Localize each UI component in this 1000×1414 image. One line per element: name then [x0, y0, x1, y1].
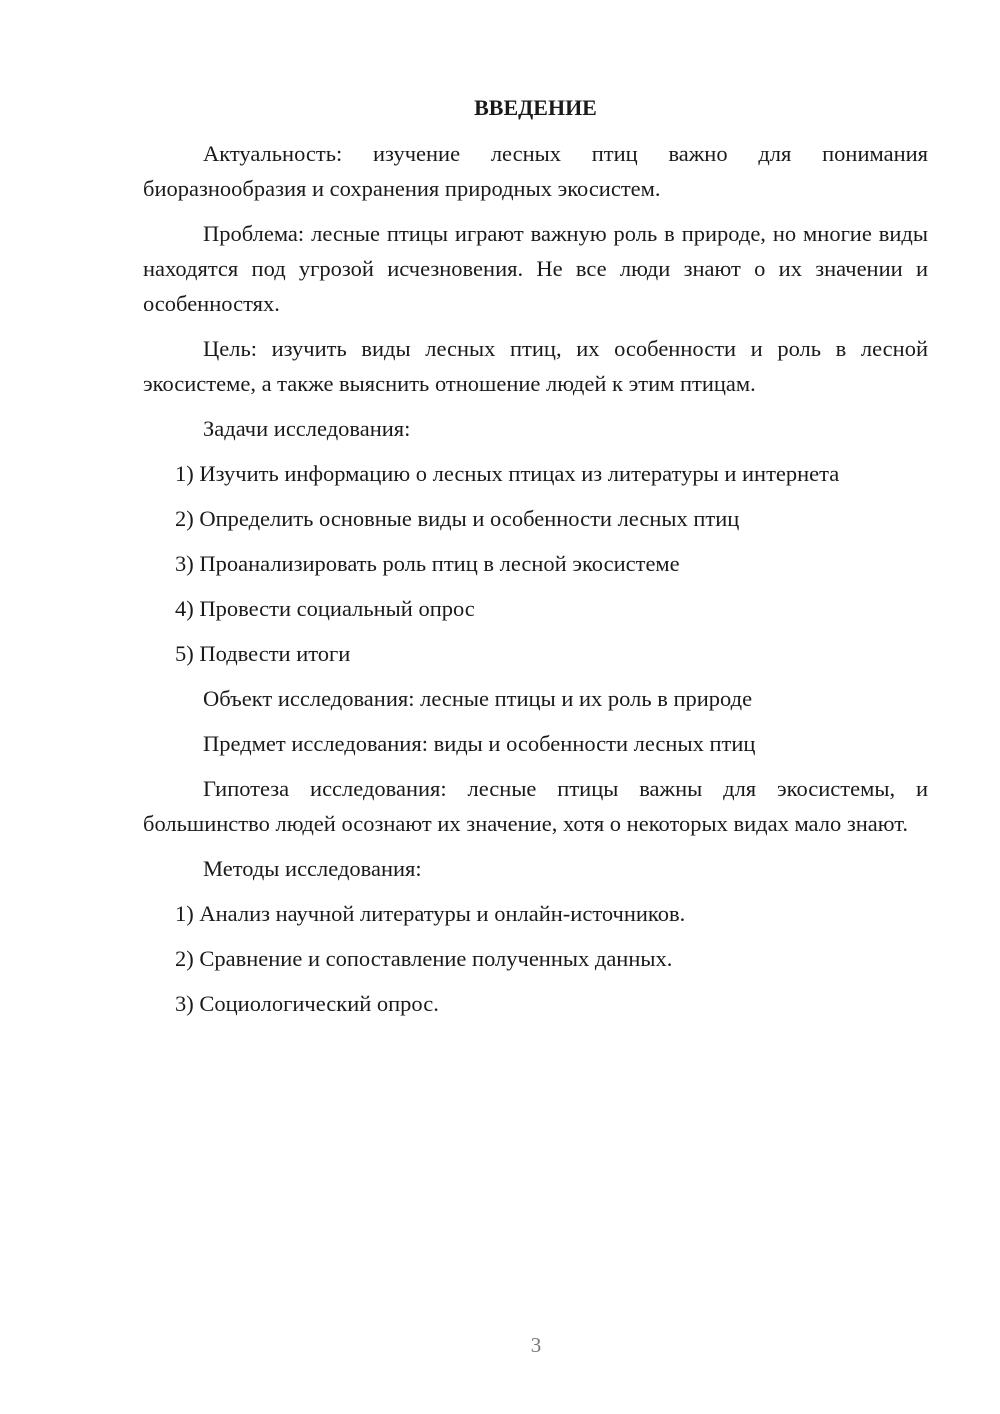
methods-list: [143, 896, 928, 1021]
task-item: 5) Подвести итоги: [175, 641, 351, 666]
task-item: 2) Определить основные виды и особенности лесных птиц: [175, 506, 740, 531]
task-item: 4) Провести социальный опрос: [175, 596, 475, 621]
problem-paragraph: Проблема: лесные птицы играют важную роль в природе, но многие виды находятся под угрозой исчезновения. Не все люди знают о их значении и особенностях.: [143, 221, 928, 316]
relevance-paragraph: Актуальность: изучение лесных птиц важно для понимания биоразнообразия и сохранения природных экосистем.: [143, 141, 928, 201]
subject-line: Предмет исследования: виды и особенности лесных птиц: [203, 731, 756, 756]
page-number: 3: [530, 1333, 542, 1357]
object-line: Объект исследования: лесные птицы и их роль в природе: [203, 686, 753, 711]
hypothesis-paragraph: Гипотеза исследования: лесные птицы важны для экосистемы, и большинство людей осознают их значение, хотя о некоторых видах мало знают.: [143, 776, 928, 836]
method-item: 2) Сравнение и сопоставление полученных данных.: [175, 946, 673, 971]
method-item: 3) Социологический опрос.: [175, 991, 439, 1016]
goal-paragraph: Цель: изучить виды лесных птиц, их особенности и роль в лесной экосистеме, а также выяснить отношение людей к этим птицам.: [143, 336, 928, 396]
section-title: ВВЕДЕНИЕ: [474, 95, 597, 120]
tasks-heading: Задачи исследования:: [203, 416, 411, 441]
tasks-list: [143, 456, 928, 671]
method-item: 1) Анализ научной литературы и онлайн-источников.: [175, 901, 686, 926]
task-item: 3) Проанализировать роль птиц в лесной экосистеме: [175, 551, 680, 576]
methods-heading: Методы исследования:: [203, 856, 422, 881]
document-body: [143, 92, 928, 1031]
task-item: 1) Изучить информацию о лесных птицах из литературы и интернета: [175, 461, 840, 486]
